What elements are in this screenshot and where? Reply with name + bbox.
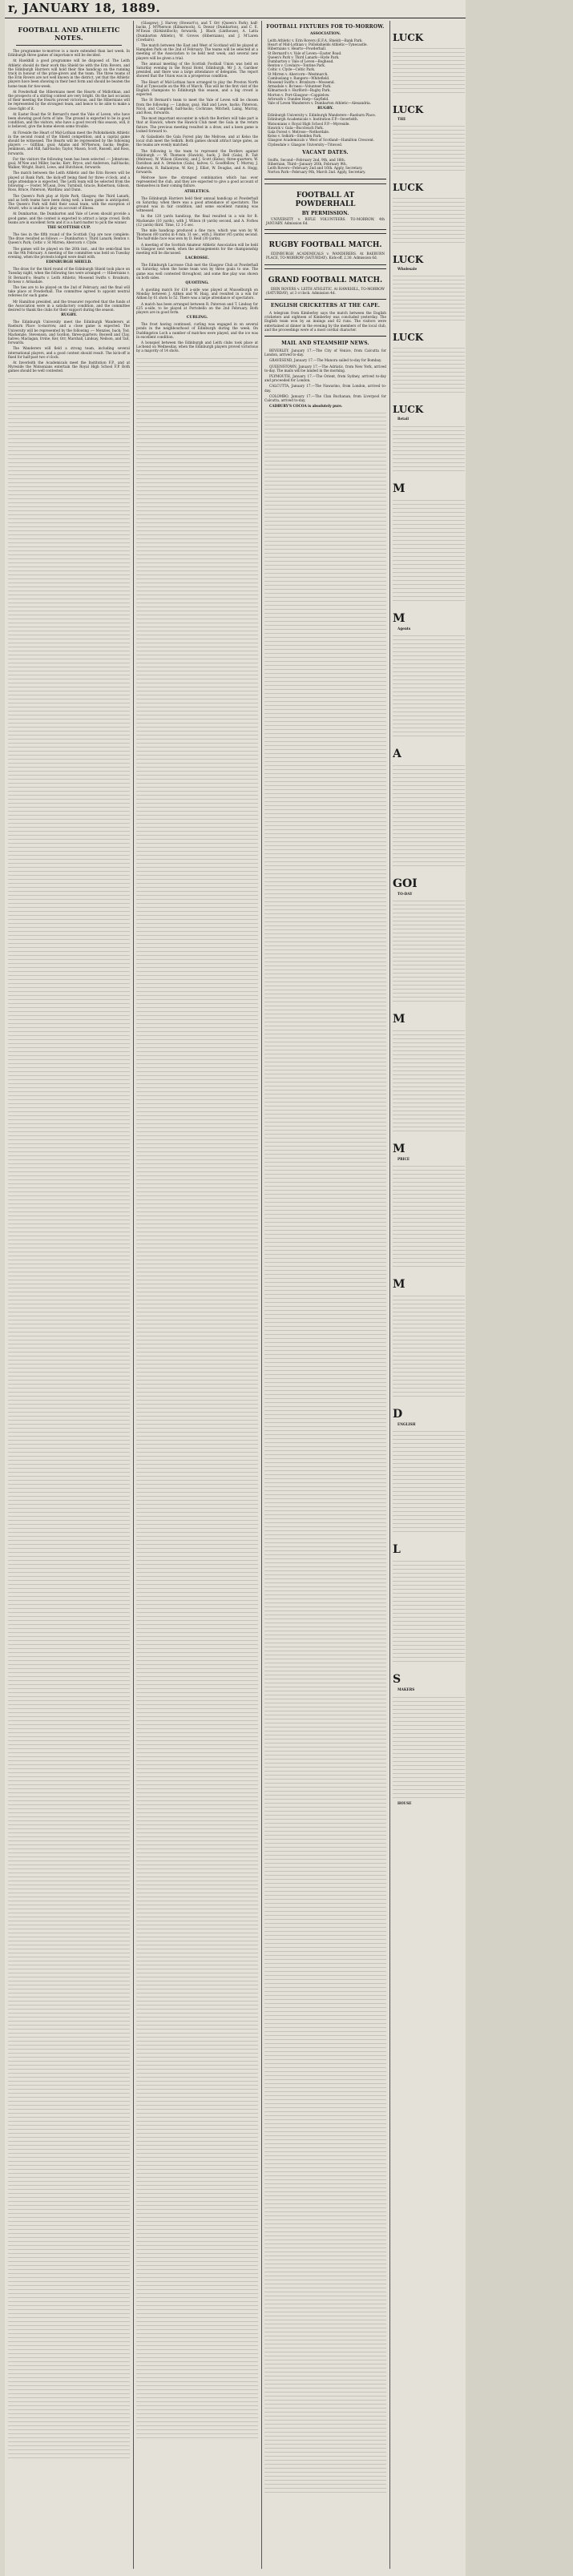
mail-news-line: QUEENSTOWN, January 17.—The Adriatic, from New York, arrived to-day. The mails will be landed in the morning. bbox=[264, 364, 386, 373]
paragraph: The Wanderers will field a strong team, including several international players, and a good contest should result. The kick-off is fixed for half-past two o'clock. bbox=[8, 346, 130, 359]
advert-fragment-heading: S bbox=[393, 1673, 402, 1687]
advert-fragment-line: PRICE bbox=[397, 1157, 410, 1162]
column-rule bbox=[261, 21, 262, 2569]
advertisement bbox=[264, 233, 386, 264]
fixtures-heading: FOOTBALL FIXTURES FOR TO-MORROW. bbox=[266, 24, 385, 30]
fixture-line: St Bernard's v. Vale of Leven—Easter Road. bbox=[268, 50, 342, 55]
mail-news-line: PLYMOUTH, January 17.—The Orient, from Sydney, arrived to-day and proceeded for London. bbox=[264, 373, 386, 383]
paragraph: The match between the Leith Athletic and the Erin Rovers will be played at Bank Park, the kick-off being fixed for three o'clock, and a large attendance is expected. The Leith team will be selected from the following :— Foster, M'Lean, Dow, Turnbull, Gracie, Robertson, Gibson, Ross, Bruce, Paterson, Wardlaw, and Dunn. bbox=[8, 171, 130, 192]
article-body bbox=[136, 196, 258, 256]
fixture-line: Glasgow Academicals v. West of Scotland—Hamilton Crescent. bbox=[268, 138, 375, 143]
advert-fragment-heading: D bbox=[393, 1408, 403, 1421]
continued-text bbox=[8, 375, 130, 2458]
advert-fragment-line: Retail bbox=[397, 417, 409, 421]
advert-fragment-line: Wholesale bbox=[397, 267, 418, 272]
advert-fragment-text bbox=[393, 632, 465, 736]
fixture-line: Watsonians v. Royal High School F.P.—Myreside. bbox=[268, 121, 350, 126]
paragraph: At Hawkhill a good programme will be disposed of. The Leith Athletic should do their work this Shield tie with the Erin Rovers, and the Edinburgh Harriers will hold their fine handicap on the running track in honour of the prize-givers and the team. The three teams of the Erin Rovers are not well known in the district, yet that the Athletic players have been showing in their best form and should be beaten the home team for ties-week. bbox=[8, 58, 130, 88]
paragraph: For the visitors the following team has been selected :— Johnstone, goal; M'Nee and Miller, backs; Kerr, Bryce, and Anderson, half-backs; Walker, Wright, Baird, Lowe, and Hutchison, forwards. bbox=[8, 156, 130, 170]
advert-fragment-heading: M bbox=[393, 1143, 406, 1156]
article-body bbox=[8, 49, 130, 224]
paragraph: A quoiting match for £10 a-side was played at Musselburgh on Monday between J. Aitken and W. Haig, and resulted in a win for Aitken by 61 shots to 52. There was a large attendance of spectators. bbox=[136, 287, 258, 300]
advert-fragment-line: HOUSE bbox=[397, 1800, 412, 1805]
column-rule bbox=[389, 21, 390, 2569]
paragraph: At Powderhall the Hibernians meet the Hearts of Midlothian, and the prospects of a stirring contest are very bright. On the last occasion of their meeting the Hearts proved victorious, and the Hibernians will be represented by the strongest team, and hence to be able to make a close fight of it. bbox=[8, 89, 130, 111]
fixture-line: Renton v. Cowlairs—Tontine Park. bbox=[268, 63, 326, 68]
paragraph: In the 120 yards handicap, the final resulted in a win for R. Mackenzie (10 yards), with J. Wilson (8 yards) second, and A. Forbes (12 yards) third. Time, 12 1-5 sec. bbox=[136, 214, 258, 227]
advert-fragment bbox=[393, 1143, 465, 1267]
advert-fragment bbox=[393, 332, 465, 393]
advert-fragment-line: Agents bbox=[397, 626, 411, 631]
advert-fragment-text bbox=[393, 1027, 465, 1131]
vacant-date-line: Hibernian, Third—January 26th, February 9th. bbox=[268, 162, 347, 167]
paragraph: The Edinburgh Lacrosse Club met the Glasgow Club at Powderhall on Saturday, when the home team won by three goals to one. The game was well contested throughout, and some fine play was shown on both sides. bbox=[136, 263, 258, 280]
article-body bbox=[136, 263, 258, 280]
continued-text bbox=[136, 355, 258, 2438]
advert-fragment bbox=[393, 748, 465, 866]
fixture-line: Edinburgh Academicals v. Institution F.P.—Inverleith. bbox=[268, 117, 358, 122]
advert-fragment-heading: A bbox=[393, 747, 402, 760]
fixture-line: St Mirren v. Abercorn—Westmarch. bbox=[268, 71, 329, 76]
fixture-line: Gala Forest v. Melrose—Netherdale. bbox=[268, 130, 330, 135]
advert-fragment bbox=[393, 877, 465, 1002]
paragraph: A meeting of the Scottish Amateur Athletic Association will be held in Glasgow next week, when the arrangements for the championship meeting will be discussed. bbox=[136, 242, 258, 255]
fixture-line: Vale of Leven Wanderers v. Dumbarton Athletic—Alexandria. bbox=[268, 101, 371, 106]
paragraph: The match between the East and West of Scotland will be played at Hampden Park on the 2nd of February. The teams will be selected at a meeting of the Association to be held next week, and several new players will be given a trial. bbox=[136, 43, 258, 60]
ad-body: ERIN ROVERS v. LEITH ATHLETIC. At HAWKHILL, TO-MORROW (SATURDAY), at 3 o'clock. Admission 4d. bbox=[266, 286, 385, 295]
advert-fragment-heading: M bbox=[393, 611, 406, 625]
article-body: A telegram from Kimberley says the match between the English cricketers and eighteen of Kimberley was concluded yesterday. The English team won by an innings and 62 runs. The visitors were entertained at dinner in the evening by the members of the local club, and the proceedings were of a most cordial character. bbox=[264, 310, 386, 332]
vacant-date-line: Leith Rovers—February 2nd and 16th. Apply, Secretary. bbox=[268, 166, 363, 171]
fixture-line: Queen's Park v. Third Lanark—Hyde Park. bbox=[268, 54, 340, 59]
advert-fragment-heading: LUCK bbox=[393, 332, 424, 344]
paragraph: Melrose have the strongest combination which has ever represented the club, and they are expected to give a good account of themselves in their coming fixture. bbox=[136, 175, 258, 188]
article-body bbox=[8, 267, 130, 312]
advert-fragment-text bbox=[393, 1558, 465, 1662]
advertisement bbox=[264, 183, 386, 230]
fixture-line: Kilmarnock v. Hurlford—Rugby Park. bbox=[268, 88, 331, 93]
advert-fragment bbox=[393, 104, 465, 171]
paragraph: The games will be played on the 26th inst., and the semi-final ties on the 9th February. A meeting of the committee was held on Tuesday evening, when the protests lodged were dealt with. bbox=[8, 246, 130, 259]
fixture-line: Celtic v. Clyde—Celtic Park. bbox=[268, 67, 316, 72]
advert-line: CADBURY'S COCOA is absolutely pure. bbox=[269, 404, 343, 409]
fixtures-list bbox=[264, 113, 386, 147]
page-margin bbox=[466, 0, 573, 2576]
column-fixtures-ads bbox=[264, 21, 386, 2569]
vacant-date-line: Swifts, Second—February 2nd, 9th, and 16th. bbox=[268, 157, 345, 162]
paragraph: The ties in the fifth round of the Scottish Cup are now complete. The draw resulted as follows :— Dumbarton v. Third Lanark; Renton v. Queen's Park; Celtic v. St Mirren; Abercorn v. Clyde. bbox=[8, 232, 130, 245]
advert-fragment-line: THE bbox=[397, 117, 406, 121]
paragraph: The following is the team to represent the Borders against Edinburgh :— W. Thomson (Hawick), back; J. Bell (Gala), R. Tait (Melrose), W. Wilson (Hawick), and J. Scott (Kelso), three-quarters; W. Davidson and A. Ormiston (Gala), halves; G. Goodfellow, T. Murray, J. Anderson, R. Ballantyne, W. Ker, J. Elliot, W. Douglas, and A. Hogg, forwards. bbox=[136, 148, 258, 174]
advert-fragment-text bbox=[393, 123, 465, 171]
fixture-line: Morton v. Port-Glasgow—Cappielow. bbox=[268, 92, 330, 97]
advert-fragment bbox=[393, 254, 465, 320]
advert-fragment-heading: LUCK bbox=[393, 104, 424, 115]
article-body bbox=[136, 288, 258, 314]
advert-fragment-line: TO-DAY bbox=[397, 891, 413, 896]
subheading: ATHLETICS. bbox=[184, 189, 210, 194]
paragraph: The ties are to be played on the 2nd of February, and the final will take place at Powderhall. The committee agreed to appoint neutral referees for each game. bbox=[8, 284, 130, 298]
paragraph: The Edinburgh Harriers held their annual handicap at Powderhall on Saturday, when there was a good attendance of spectators. The ground was in fair condition, and some excellent running was witnessed. bbox=[136, 196, 258, 213]
advert-fragment-heading: M bbox=[393, 1013, 406, 1026]
advert-fragment-heading: L bbox=[393, 1543, 401, 1557]
advert-fragment-text bbox=[393, 423, 465, 471]
fixtures-list bbox=[264, 38, 386, 105]
paragraph: At Fireside the Heart of Mid-Lothian meet the Pollokshields Athletic in the second round of the Shield competition, and a capital game should be witnessed. The Hearts will be represented by the following players :— Gilfillan, goal; Adams and M'Pherson, backs; Begbie, Jenkinson, and Hill, half-backs; Taylor, Mason, Scott, Russell, and Ross, forwards. bbox=[8, 130, 130, 155]
advert-fragment bbox=[393, 1543, 465, 1662]
subheading: QUOITING. bbox=[185, 280, 209, 285]
ad-body: EDINBURGH ACADEMICALS v. WANDERERS. At RAEBURN PLACE, TO-MORROW (SATURDAY). Kick-off, 2.30. Admission 6d. bbox=[266, 252, 385, 260]
advert-fragment-heading: LUCK bbox=[393, 32, 424, 43]
advert-fragment-text bbox=[393, 497, 465, 601]
paragraph: The mile handicap produced a fine race, which was won by W. Thomson (60 yards) in 4 min. 31 sec., with J. Hunter (45 yards) second. The half-mile race was won by D. Reid (30 yards). bbox=[136, 228, 258, 241]
fixture-line: Clydesdale v. Glasgow University—Titwood. bbox=[268, 142, 343, 147]
section-heading: ENGLISH CRICKETERS AT THE CAPE. bbox=[270, 302, 381, 308]
paragraph: At Easter Road the St Bernard's meet the Vale of Leven, who have been showing good form of late. The ground is expected to be in good condition, and the visitors, who have a good record this season, will, it is believed, give the home eleven some trouble. bbox=[8, 111, 130, 129]
fixture-line: Leith Athletic v. Erin Rovers (E.F.A. Shield)—Bank Park. bbox=[268, 38, 363, 42]
subheading: THE SCOTTISH CUP. bbox=[47, 225, 91, 230]
advert-fragment bbox=[393, 1278, 465, 1397]
advert-fragment-text bbox=[393, 195, 465, 243]
paragraph: The most important encounter in which the Borders will take part is that at Hawick, where the Hawick Club meet the Gala in the return fixture. The previous meeting resulted in a draw, and a keen game is looked forward to. bbox=[136, 116, 258, 133]
fixture-line: Hawick v. Gala—Buccleuch Park. bbox=[268, 125, 325, 130]
advert-fragment-heading: GOI bbox=[393, 877, 418, 890]
paragraph: The St Bernard's team to meet the Vale of Leven will be chosen from the following :— Lindsay, goal; Hall and Lowe, backs; Paterson, Nicol, and Campbell, half-backs; Cochrane, Mitchell, Laing, Murray, and Ross, forwards. bbox=[136, 98, 258, 115]
article-body bbox=[8, 320, 130, 373]
vacant-date-line: Norton Park—February 9th, March 2nd. Apply, Secretary. bbox=[268, 170, 366, 175]
advert-fragment-line: ENGLISH bbox=[397, 1422, 416, 1427]
issue-date: r, JANUARY 18, 1889. bbox=[8, 1, 161, 15]
advert-fragment-text bbox=[393, 45, 465, 93]
article-body bbox=[136, 322, 258, 353]
ad-heading: GRAND FOOTBALL MATCH. bbox=[268, 276, 383, 284]
subheading: LACROSSE. bbox=[185, 256, 209, 261]
fixture-line: Hibernians v. Hearts—Powderhall. bbox=[268, 46, 327, 51]
fixture-line: Arbroath v. Dundee Harp—Gayfield. bbox=[268, 96, 329, 101]
paragraph: A bonspiel between the Edinburgh and Leith clubs took place at Lochend on Wednesday, when the Edinburgh players proved victorious by a majority of 14 shots. bbox=[136, 341, 258, 353]
paragraph: Mr Hamilton presided, and the treasurer reported that the funds of the Association were in a satisfactory condition, and the committee desired to thank the clubs for their support during the season. bbox=[8, 299, 130, 312]
advert-fragment-text bbox=[393, 897, 465, 1002]
advert-fragment bbox=[393, 482, 465, 601]
advert-fragment bbox=[393, 1013, 465, 1131]
vacant-dates-list bbox=[264, 158, 386, 175]
paragraph: (Glasgow); J. Harvey (Stewart's), and T. Orr (Queen's Park); half-backs, J. M'Pherson (Kilmarnock), G. Dewar (Dumbarton), and C. E. M'Ewan (Kirkintilloch); forwards, J. Black (Linthouse), A. Latta (Dumbarton Athletic), W. Groves (Hibernians), and J. M'Laren (Cowlairs). bbox=[136, 21, 258, 42]
ad-heading: RUGBY FOOTBALL MATCH. bbox=[268, 241, 382, 250]
paragraph: The Queen's Park play at Hyde Park, Glasgow, the Third Lanark, and as both teams have been doing well, a keen game is anticipated. The Queen's Park will field their usual team, with the exception of Arnott, who is unable to play on account of illness. bbox=[8, 193, 130, 211]
column-football-notes bbox=[8, 21, 130, 2569]
paragraph: A match has been arranged between R. Paterson and T. Lindsay for £25 a-side, to be played at Portobello on the 2nd February. Both players are in good form. bbox=[136, 301, 258, 314]
advert-fragment-heading: M bbox=[393, 1278, 406, 1292]
advert-fragment bbox=[393, 612, 465, 736]
subheading: ASSOCIATION. bbox=[309, 32, 341, 36]
fixture-line: Mossend Swifts v. Broxburn—Mossend. bbox=[268, 80, 335, 85]
ad-subheading: BY PERMISSION. bbox=[301, 210, 349, 216]
section-heading: FOOTBALL AND ATHLETIC NOTES. bbox=[18, 26, 120, 42]
advert-fragment-text bbox=[393, 1292, 465, 1397]
article-body bbox=[136, 21, 258, 188]
fixture-line: Dumbarton v. Vale of Leven—Boghead. bbox=[268, 59, 334, 64]
subheading: CURLING. bbox=[186, 316, 208, 320]
fixture-line: Cambuslang v. Rangers—Whitefield. bbox=[268, 75, 330, 80]
paragraph: The Heart of Mid-Lothian have arranged to play the Preston North End at Tynecastle on the 9th of March. This will be the first visit of the English champions to Edinburgh this season, and a big crowd is expected. bbox=[136, 79, 258, 97]
article-body bbox=[8, 232, 130, 259]
paragraph: At Inverleith the Academicals meet the Institution F.P., and at Myreside the Watsonians entertain the Royal High School F.P. Both games should be well contested. bbox=[8, 361, 130, 373]
subheading: RUGBY. bbox=[317, 107, 333, 111]
advertisement bbox=[264, 268, 386, 300]
advert-fragment-heading: LUCK bbox=[393, 182, 424, 194]
column-sport-news bbox=[136, 21, 258, 2569]
paragraph: The programme to-morrow is a more extended than last week. In Edinburgh three games of importance will be decided. bbox=[8, 49, 130, 58]
paragraph: At Dumbarton, the Dumbarton and Vale of Leven should provide a good game, and the contest is expected to attract a large crowd. Both teams are in excellent form and it is a hard matter to pick the winner. bbox=[8, 212, 130, 224]
column-adverts bbox=[393, 21, 465, 2569]
advert-fragment-line: MAKERS bbox=[397, 1687, 415, 1692]
advert-fragment bbox=[393, 1673, 465, 1797]
newspaper-page bbox=[5, 0, 466, 2576]
fixture-line: Armadale v. Bo'ness—Volunteer Park. bbox=[268, 84, 332, 89]
advert-fragment bbox=[393, 182, 465, 243]
advert-fragment bbox=[393, 32, 465, 93]
advert-fragment-heading: M bbox=[393, 482, 406, 495]
mail-news-line: COLOMBO, January 17.—The Clan Buchanan, from Liverpool for Calcutta, arrived to-day. bbox=[264, 393, 386, 402]
continued-text bbox=[264, 409, 386, 2493]
advert-fragment-text bbox=[393, 762, 465, 866]
paragraph: The frost having continued, curling was engaged in on several ponds in the neighbourhood of Edinburgh during the week. On Duddingston Loch a number of matches were played, and the ice was in excellent condition. bbox=[136, 322, 258, 339]
ad-heading: FOOTBALL AT POWDERHALL bbox=[295, 191, 356, 208]
masthead bbox=[5, 0, 466, 18]
advert-fragment bbox=[393, 404, 465, 470]
mail-news-line: GRAVESEND, January 17.—The Manora sailed to-day for Bombay. bbox=[269, 358, 382, 363]
subheading: EDINBURGH SHIELD. bbox=[46, 260, 92, 265]
column-rule bbox=[133, 21, 134, 2569]
advert-fragment-text bbox=[393, 1428, 465, 1532]
fixture-line: Heart of Mid-Lothian v. Pollokshields Athletic—Tynecastle. bbox=[268, 42, 368, 47]
advert-fragment-heading: LUCK bbox=[393, 254, 424, 266]
advert-fragment-text bbox=[393, 272, 465, 320]
vacant-dates-heading: VACANT DATES. bbox=[302, 149, 349, 155]
advert-fragment-text bbox=[393, 1694, 465, 1798]
fixture-line: Edinburgh University v. Edinburgh Wanderers—Raeburn Place. bbox=[268, 113, 377, 118]
mail-news-line: BEVERLEY, January 17.—The City of Venice, from Calcutta for London, arrived to-day. bbox=[264, 348, 386, 357]
advert-fragment-heading: LUCK bbox=[393, 404, 424, 416]
mail-news-list bbox=[264, 349, 386, 402]
paragraph: At Galashiels the Gala Forest play the Melrose, and at Kelso the local club meet the Selkirk. Both games should attract large gates, as the teams are evenly matched. bbox=[136, 135, 258, 147]
advert-fragment bbox=[393, 1408, 465, 1532]
advert-fragment-text bbox=[393, 345, 465, 393]
ad-body: UNIVERSITY v. RIFLE VOLUNTEERS. TO-MORROW, 4th JANUARY. Admission 6d. bbox=[266, 216, 385, 225]
paragraph: The draw for the third round of the Edinburgh Shield took place on Tuesday night, when the following ties were arranged :— Hibernians v. St Bernard's; Hearts v. Leith Athletic; Mossend Swifts v. Broxburn; Bo'ness v. Armadale. bbox=[8, 267, 130, 284]
fixture-line: Kelso v. Selkirk—Shedden Park. bbox=[268, 134, 322, 139]
paragraph: The Edinburgh University meet the Edinburgh Wanderers at Raeburn Place to-morrow, and a close game is expected. The University will be represented by the following :— Menzies, back; Tod, Mackenzie, Stevenson, and Gordon, three-quarters; Boswell and Clay, halves; Maclagan, Irvine, Ker, Orr, Marshall, Lindsay, Neilson, and Tait, forwards. bbox=[8, 320, 130, 345]
advert-fragment-text bbox=[393, 1163, 465, 1267]
section-heading: MAIL AND STEAMSHIP NEWS. bbox=[281, 340, 369, 346]
paragraph: The annual meeting of the Scottish Football Union was held on Saturday evening in the Royal Hotel, Edinburgh. Mr J. A. Gardner presided, and there was a large attendance of delegates. The report showed that the Union was in a prosperous condition. bbox=[136, 61, 258, 79]
mail-news-line: CALCUTTA, January 17.—The Nawarino, from London, arrived to-day. bbox=[264, 384, 386, 393]
subheading: RUGBY. bbox=[61, 313, 77, 318]
